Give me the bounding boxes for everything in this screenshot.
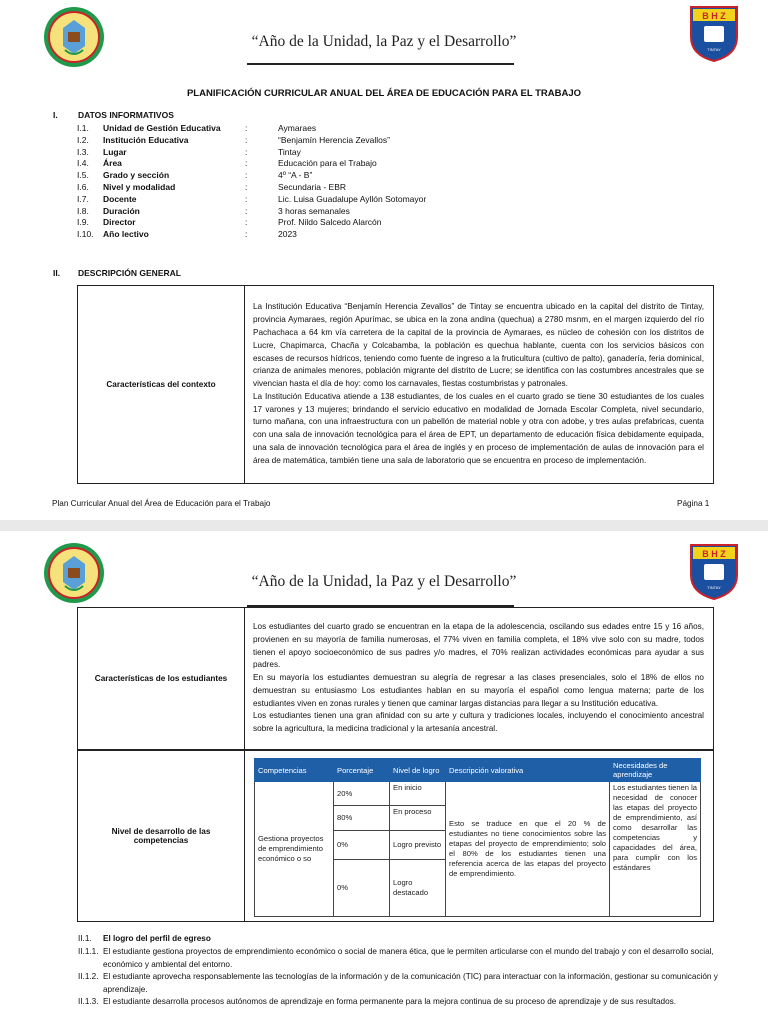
header-motto: “Año de la Unidad, la Paz y el Desarrollo” xyxy=(251,573,517,590)
level-cell: En inicio xyxy=(390,782,446,806)
info-row-label: Institución Educativa xyxy=(103,134,189,145)
competence-level-cell xyxy=(245,751,714,922)
info-row xyxy=(0,147,768,159)
info-row-number: I.2. xyxy=(77,134,89,145)
header-necesidades: Necesidades de aprendizaje xyxy=(610,759,701,782)
level-cell: En proceso xyxy=(390,806,446,830)
profile-number: II.1. xyxy=(78,934,92,943)
info-row-label: Docente xyxy=(103,193,137,204)
header-divider xyxy=(247,63,514,65)
info-row xyxy=(0,194,768,206)
info-row xyxy=(0,170,768,182)
needs-cell: Los estudiantes tienen la necesidad de conocer las etapas del proyecto de emprendimiento, así como desarrollar las competencias y capacidades del área, para cumplir con los estándares xyxy=(610,782,701,917)
info-row-value: Lic. Luisa Guadalupe Ayllón Sotomayor xyxy=(278,193,427,204)
info-row-value: Tintay xyxy=(278,146,301,157)
students-paragraph-2: En su mayoría los estudiantes demuestran su alegría de regresar a las clases presenciales, solo el 18% de ellos no demuestran su entusiasmo Los estudiantes hablan en su mayoría el español como lengua materna; parte de los estudiantes viven en zonas rurales y tienen que caminar largas distancias para llegar a su Institución educativa. xyxy=(253,673,704,708)
pct-cell: 80% xyxy=(334,806,390,830)
info-row-colon: : xyxy=(245,134,248,145)
profile-item-text: El estudiante aprovecha responsablemente las tecnologías de la información y de la comunicación (TIC) para interactuar con la información, gestionar su comunicación y aprendizaje. xyxy=(103,972,718,994)
info-row-colon: : xyxy=(245,123,248,133)
header-porcentaje: Porcentaje xyxy=(334,759,390,782)
info-row-value: 4º “A - B” xyxy=(278,170,313,181)
info-row-number: I.1. xyxy=(77,123,89,133)
info-row-label: Unidad de Gestión Educativa xyxy=(103,123,221,133)
info-row-number: I.6. xyxy=(77,182,89,192)
svg-text:B H Z: B H Z xyxy=(702,11,726,21)
info-row xyxy=(0,158,768,170)
header-competencias: Competencias xyxy=(255,759,334,782)
info-row-colon: : xyxy=(245,146,248,157)
info-row xyxy=(0,206,768,218)
info-row-number: I.8. xyxy=(77,205,89,216)
header-descripcion: Descripción valorativa xyxy=(446,759,610,782)
competence-name: Gestiona proyectos de emprendimiento económico o so xyxy=(255,782,334,917)
footer-page-number: Página 1 xyxy=(677,499,710,508)
svg-text:TINTAY: TINTAY xyxy=(707,585,721,590)
document-title: PLANIFICACIÓN CURRICULAR ANUAL DEL ÁREA DE EDUCACIÓN PARA EL TRABAJO xyxy=(186,88,582,99)
students-label: Características de los estudiantes xyxy=(78,608,245,750)
profile-item-text: El estudiante desarrolla procesos autónomos de aprendizaje en forma permanente para la mejora continua de su proceso de aprendizaje y de sus resultados. xyxy=(103,997,677,1006)
info-row-number: I.9. xyxy=(77,217,89,228)
info-row-colon: : xyxy=(245,193,248,204)
context-label: Características del contexto xyxy=(78,286,245,484)
info-row-value: 3 horas semanales xyxy=(278,205,350,216)
info-row-value: 2023 xyxy=(278,229,297,240)
info-row-label: Nivel y modalidad xyxy=(103,182,176,192)
info-row-label: Lugar xyxy=(103,146,127,157)
info-row-number: I.3. xyxy=(77,146,89,157)
info-row-number: I.7. xyxy=(77,193,89,204)
info-row xyxy=(0,217,768,229)
students-paragraph-1: Los estudiantes del cuarto grado se encuentran en la etapa de la adolescencia, oscilando sus edades entre 15 y 16 años, provienen en su mayoría de familia numerosas, el 77% viven en familia completa, el 18% vive solo con su madre, todos tienen el apoyo socioeconómico de sus padres y/o madres, el 70% realizan actividades económicas para ayudar a sus padres. xyxy=(253,621,704,670)
students-table xyxy=(77,607,714,750)
info-row xyxy=(0,182,768,194)
context-text xyxy=(245,286,714,484)
document-page-2 xyxy=(0,531,768,1024)
info-row-number: I.10. xyxy=(77,229,94,240)
info-row-label: Grado y sección xyxy=(103,170,170,181)
students-paragraph-3: Los estudiantes tienen una gran afinidad con su arte y cultura y tradiciones locales, incluyendo el conocimiento ancestral sobre la agricultura, la medicina tradicional y la artesanía ancestral. xyxy=(253,711,704,734)
profile-item-number: II.1.1. xyxy=(78,947,99,956)
description-cell: Esto se traduce en que el 20 % de estudiantes no tiene conocimientos sobre las etapas del proyecto de emprendimiento; solo el 80% de los estudiantes tienen una referencia acerca de las etapas del proyecto de emprendimiento. xyxy=(446,782,610,917)
info-row-value: Secundaria - EBR xyxy=(278,182,347,192)
header-motto: “Año de la Unidad, la Paz y el Desarrollo” xyxy=(251,33,517,50)
info-row-label: Duración xyxy=(103,205,140,216)
competence-level-table xyxy=(77,750,714,922)
context-table xyxy=(77,285,714,484)
header-nivel-logro: Nivel de logro xyxy=(390,759,446,782)
info-row-value: Prof. Nildo Salcedo Alarcón xyxy=(278,217,382,228)
profile-item-text: El estudiante gestiona proyectos de emprendimiento económico o social de manera ética, que le permiten articularse con el mundo del trabajo y con el desarrollo social, económico y ambiental del entorno. xyxy=(103,947,714,969)
info-row-value: Educación para el Trabajo xyxy=(278,158,377,169)
profile-title: El logro del perfil de egreso xyxy=(103,934,211,943)
level-cell: Logro destacado xyxy=(390,859,446,917)
info-row xyxy=(0,123,768,135)
competence-level-label: Nivel de desarrollo de las competencias xyxy=(78,751,245,922)
profile-item-number: II.1.3. xyxy=(78,997,99,1006)
info-row-label: Año lectivo xyxy=(103,229,149,240)
svg-text:TINTAY: TINTAY xyxy=(707,47,721,52)
info-row-colon: : xyxy=(245,229,248,240)
svg-text:B H Z: B H Z xyxy=(702,549,726,559)
footer-title: Plan Curricular Anual del Área de Educación para el Trabajo xyxy=(52,499,271,508)
info-row-colon: : xyxy=(245,158,248,169)
section-2-number: II. xyxy=(53,268,61,278)
pct-cell: 20% xyxy=(334,782,390,806)
context-paragraph-1: La Institución Educativa “Benjamín Herencia Zevallos” de Tintay se encuentra ubicado en la capital del distrito de Tintay, provincia Aymaraes, región Apurímac, se ubica en la zona andina (quechua) a 2780 msnm, en el margen izquierdo del río Pachachaca a 64 km vía carretera de la capital de la provincia de Aymaraes, es núcleo de cohesión con los distritos de Lucre, Chapimarca, Chacña y Colcabamba, la población es quechua hablante, cuenta con los servicios básicos con escases de recursos hídricos, teniendo como fuente de ingreso a la fruticultura (cultivo de palto), ganadería, feria dominical, crianza de animales menores, población migrante del distrito de Lucre; se identifica con las costumbres ancestrales que se vivencian hasta el día de hoy: como los carnavales, fiestas costumbristas y patronales. xyxy=(253,302,704,389)
info-row-colon: : xyxy=(245,182,248,192)
info-row-label: Área xyxy=(103,158,122,169)
info-row-value: “Benjamín Herencia Zevallos” xyxy=(278,134,390,145)
section-1-title: DATOS INFORMATIVOS xyxy=(78,110,174,120)
info-row-value: Aymaraes xyxy=(278,123,317,133)
info-row-colon: : xyxy=(245,170,248,181)
info-row-number: I.5. xyxy=(77,170,89,181)
competence-grid xyxy=(254,758,701,917)
pct-cell: 0% xyxy=(334,830,390,859)
institution-shield-icon xyxy=(689,541,739,601)
info-row-label: Director xyxy=(103,217,136,228)
pct-cell: 0% xyxy=(334,859,390,917)
context-paragraph-2: La Institución Educativa atiende a 138 estudiantes, de los cuales en el cuarto grado se tiene 30 estudiantes de los cuales 17 varones y 13 mujeres; brindando el servicio educativo en modalidad de Jornada Escolar Completa, nivel secundario, turno mañana, con una infraestructura con un pabellón de material noble y otra con adobe, y tres aulas prefabricas, cuenta con una sala de innovación tecnológica para el área de EPT, un departamento de educación física debidamente equipada, una sala de innovación tecnológica para el área de inglés y en proceso de implementación de aulas de innovación para el área de matemática, también tiene una sala de laboratorio que se encuentra en proceso de implementación. xyxy=(253,391,704,465)
students-text xyxy=(245,608,714,750)
info-row-number: I.4. xyxy=(77,158,89,169)
info-row-colon: : xyxy=(245,217,248,228)
info-row xyxy=(0,229,768,241)
profile-item-number: II.1.2. xyxy=(78,972,99,981)
level-cell: Logro previsto xyxy=(390,830,446,859)
section-1-number: I. xyxy=(53,110,58,120)
section-2-title: DESCRIPCIÓN GENERAL xyxy=(78,268,181,278)
info-row-colon: : xyxy=(245,205,248,216)
info-row xyxy=(0,135,768,147)
